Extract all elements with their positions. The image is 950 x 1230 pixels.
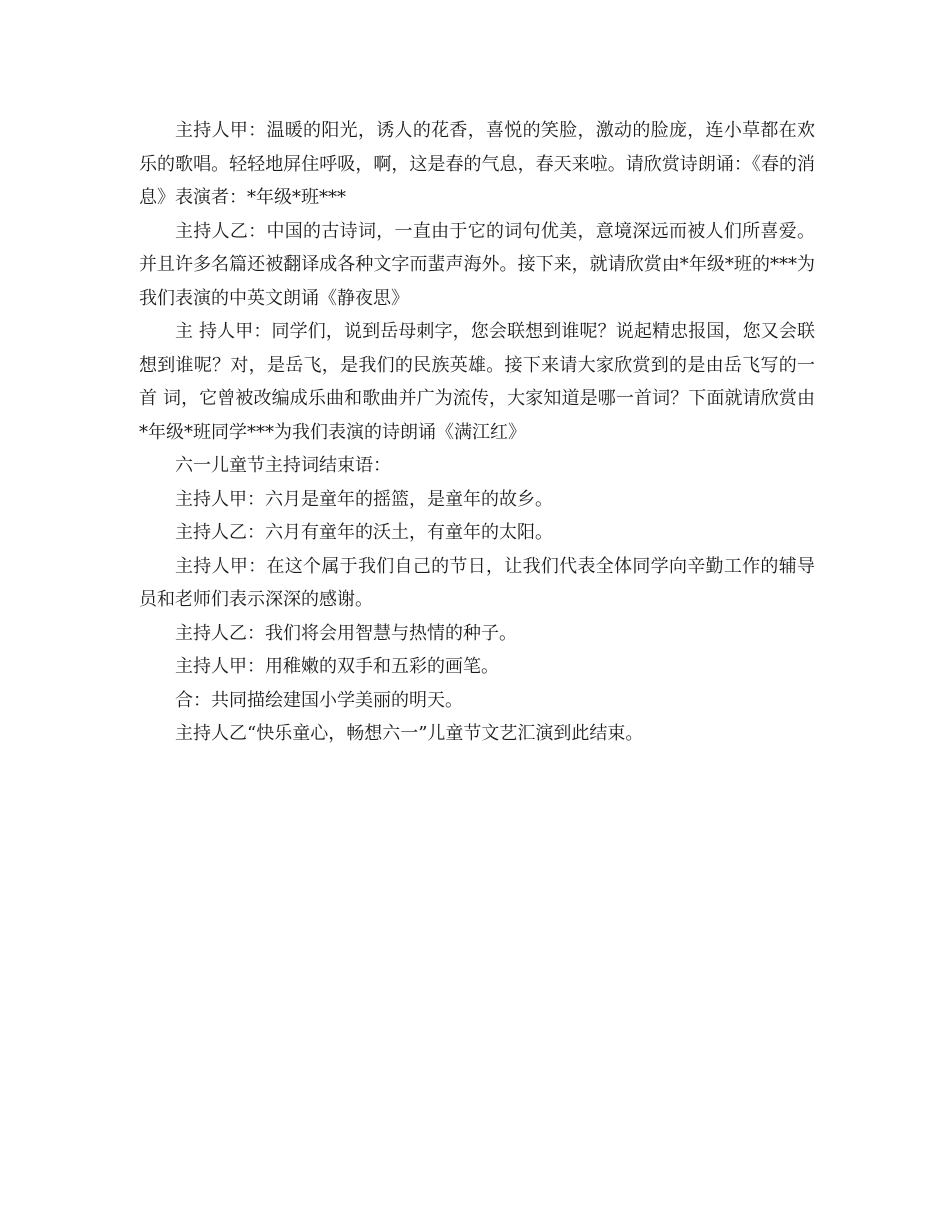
paragraph: 主持人乙：六月有童年的沃土，有童年的太阳。 [175, 522, 553, 543]
paragraph: 主持人乙“快乐童心，畅想六一”儿童节文艺汇演到此结束。 [175, 723, 644, 744]
paragraph: 主持人甲：温暖的阳光，诱人的花香，喜悦的笑脸，激动的脸庞，连小草都在欢乐的歌唱。轻轻地屏住呼吸，啊，这是春的气息，春天来啦。请欣赏诗朗诵：《春的消息》表演者：*年级*班*** [139, 120, 815, 208]
paragraph: 主持人乙：中国的古诗词，一直由于它的词句优美，意境深远而被人们所喜爱。并且许多名篇还被翻译成各种文字而蜚声海外。接下来，就请欣赏由*年级*班的***为我们表演的中英文朗诵《静夜思》 [139, 220, 815, 309]
document-body [139, 114, 815, 751]
paragraph: 主持人乙：我们将会用智慧与热情的种子。 [175, 622, 517, 644]
paragraph: 主 持人甲：同学们，说到岳母刺字，您会联想到谁呢？说起精忠报国，您又会联想到谁呢？对，是岳飞，是我们的民族英雄。接下来请大家欣赏到的是由岳飞写的一首 词，它曾被改编成乐曲和歌曲并广为流传，大家知道是哪一首词？下面就请欣赏由*年级*班同学***为我们表演的诗朗诵《满江红》 [139, 321, 815, 443]
section-heading: 六一儿童节主持词结束语： [175, 455, 391, 476]
paragraph: 合：共同描绘建国小学美丽的明天。 [175, 689, 463, 711]
paragraph: 主持人甲：六月是童年的摇篮，是童年的故乡。 [175, 488, 553, 510]
paragraph: 主持人甲：在这个属于我们自己的节日，让我们代表全体同学向辛勤工作的辅导员和老师们表示深深的感谢。 [139, 555, 815, 610]
paragraph: 主持人甲：用稚嫩的双手和五彩的画笔。 [175, 656, 499, 677]
